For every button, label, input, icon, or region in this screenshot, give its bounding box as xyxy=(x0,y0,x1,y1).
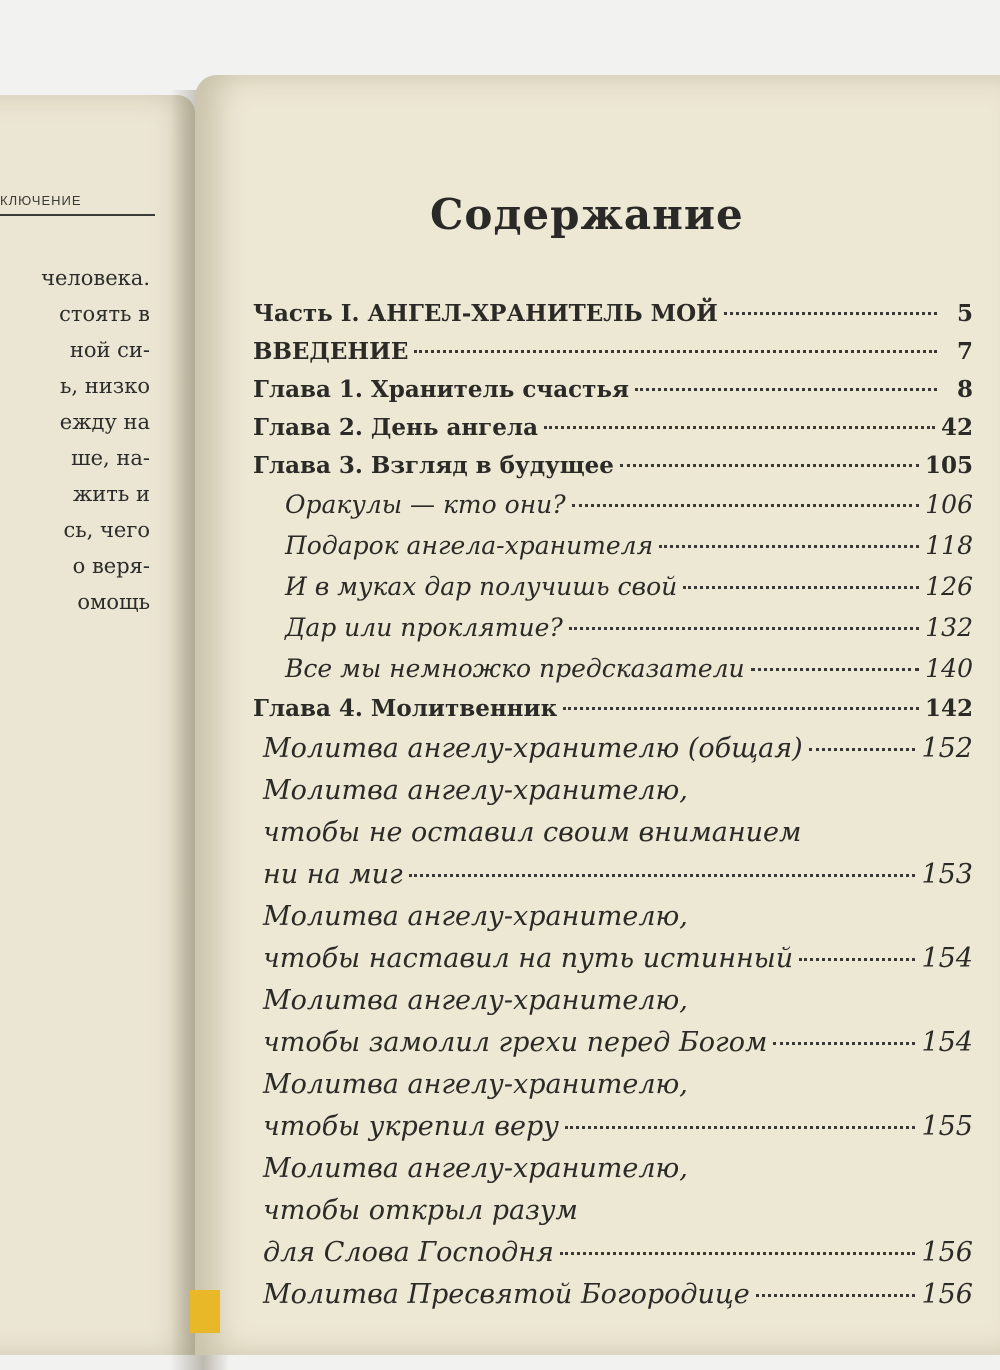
left-text-line: омощь xyxy=(77,590,150,614)
toc-entry-label: Глава 1. Хранитель счастья xyxy=(253,376,629,403)
toc-page-number: 8 xyxy=(956,376,973,403)
dot-leader xyxy=(563,707,919,710)
toc-entry xyxy=(253,1111,973,1153)
toc-entry-label: Молитва Пресвятой Богородице xyxy=(263,1279,750,1310)
toc-entry-label: Глава 3. Взгляд в будущее xyxy=(253,452,614,479)
toc-entry xyxy=(253,985,973,1027)
toc-entry-label: ВВЕДЕНИЕ xyxy=(253,338,409,365)
toc-entry-label: Молитва ангелу-хранителю, xyxy=(263,901,688,932)
toc-entry-label: ни на миг xyxy=(263,859,403,890)
toc-entry xyxy=(253,338,973,376)
toc-page-number: 156 xyxy=(921,1237,973,1268)
dot-leader xyxy=(569,627,919,630)
toc-entry xyxy=(253,452,973,490)
toc-entry-label: И в муках дар получишь свой xyxy=(285,572,678,601)
toc-entry xyxy=(253,414,973,452)
left-text-line: жить и xyxy=(72,482,150,506)
toc-entry xyxy=(253,1153,973,1195)
dot-leader xyxy=(724,312,937,315)
toc-entry xyxy=(253,376,973,414)
toc-entry-label: для Слова Господня xyxy=(263,1237,554,1268)
toc-entry xyxy=(253,654,973,695)
dot-leader xyxy=(683,586,919,589)
toc-entry xyxy=(253,901,973,943)
toc-page-number: 154 xyxy=(921,1027,973,1058)
toc-entry xyxy=(253,300,973,338)
left-text-line: ной си- xyxy=(69,338,150,362)
toc-entry xyxy=(253,695,973,733)
toc-page-number: 140 xyxy=(925,654,973,683)
toc-entry xyxy=(253,1237,973,1279)
left-page-text xyxy=(0,260,150,620)
book-spine xyxy=(190,1290,220,1333)
dot-leader xyxy=(620,464,919,467)
toc-entry-label: Подарок ангела-хранителя xyxy=(285,531,654,560)
left-text-line: ь, низко xyxy=(60,374,150,398)
toc-entry-label: Молитва ангелу-хранителю (общая) xyxy=(263,733,803,764)
toc-page-number: 126 xyxy=(925,572,973,601)
toc-entry-label: Дар или проклятие? xyxy=(285,613,563,642)
left-text-line: о веря- xyxy=(72,554,150,578)
dot-leader xyxy=(659,545,919,548)
toc-entry-label: Глава 2. День ангела xyxy=(253,414,539,441)
toc-entry xyxy=(253,1069,973,1111)
toc-page-number: 118 xyxy=(925,531,973,560)
toc-entry xyxy=(253,817,973,859)
left-text-line: ежду на xyxy=(59,410,150,434)
dot-leader xyxy=(565,1126,916,1129)
toc-entry-label: чтобы не оставил своим вниманием xyxy=(263,817,802,848)
toc-entry xyxy=(253,531,973,572)
dot-leader xyxy=(799,958,915,961)
toc-page-number: 155 xyxy=(921,1111,973,1142)
toc-entry xyxy=(253,572,973,613)
toc-page-number: 152 xyxy=(921,733,973,764)
toc-entry-label: Часть I. АНГЕЛ-ХРАНИТЕЛЬ МОЙ xyxy=(253,300,718,327)
toc-entry-label: чтобы наставил на путь истинный xyxy=(263,943,794,974)
toc-entry-label: Молитва ангелу-хранителю, xyxy=(263,985,688,1016)
toc-page-number: 106 xyxy=(925,490,973,519)
toc-entry xyxy=(253,1279,973,1321)
left-page xyxy=(0,95,195,1355)
toc-entry-label: чтобы замолил грехи перед Богом xyxy=(263,1027,768,1058)
toc-entry xyxy=(253,1027,973,1069)
toc-entry-label: чтобы укрепил веру xyxy=(263,1111,559,1142)
left-page-header: КЛЮЧЕНИЕ xyxy=(0,193,155,216)
toc-page-number: 5 xyxy=(956,300,973,327)
toc-page-number: 42 xyxy=(940,414,973,441)
toc-page-number: 142 xyxy=(924,695,973,722)
left-text-line: ше, на- xyxy=(71,446,150,470)
dot-leader xyxy=(756,1294,916,1297)
toc-entry xyxy=(253,943,973,985)
toc-page-number: 153 xyxy=(921,859,973,890)
left-text-line: человека. xyxy=(41,266,150,290)
toc-page-number: 132 xyxy=(925,613,973,642)
toc-entry-label: Молитва ангелу-хранителю, xyxy=(263,1069,688,1100)
toc-entry xyxy=(253,775,973,817)
toc-page-number: 156 xyxy=(921,1279,973,1310)
left-text-line: сь, чего xyxy=(63,518,150,542)
toc-entry xyxy=(253,733,973,775)
page-title: Содержание xyxy=(430,190,744,239)
toc-page-number: 105 xyxy=(924,452,973,479)
toc-entry xyxy=(253,859,973,901)
dot-leader xyxy=(544,426,935,429)
dot-leader xyxy=(773,1042,915,1045)
dot-leader xyxy=(751,668,920,671)
toc-entry xyxy=(253,613,973,654)
dot-leader xyxy=(635,388,937,391)
toc-page-number: 154 xyxy=(921,943,973,974)
toc-entry-label: Молитва ангелу-хранителю, xyxy=(263,1153,688,1184)
left-text-line: стоять в xyxy=(59,302,150,326)
toc-entry-label: Оракулы — кто они? xyxy=(285,490,566,519)
dot-leader xyxy=(409,874,916,877)
toc-entry-label: чтобы открыл разум xyxy=(263,1195,578,1226)
table-of-contents xyxy=(253,300,973,1321)
toc-entry-label: Все мы немножко предсказатели xyxy=(285,654,745,683)
dot-leader xyxy=(572,504,920,507)
toc-entry xyxy=(253,1195,973,1237)
dot-leader xyxy=(560,1252,916,1255)
dot-leader xyxy=(414,350,937,353)
toc-entry xyxy=(253,490,973,531)
dot-leader xyxy=(809,748,916,751)
toc-entry-label: Молитва ангелу-хранителю, xyxy=(263,775,688,806)
toc-page-number: 7 xyxy=(956,338,973,365)
toc-entry-label: Глава 4. Молитвенник xyxy=(253,695,558,722)
